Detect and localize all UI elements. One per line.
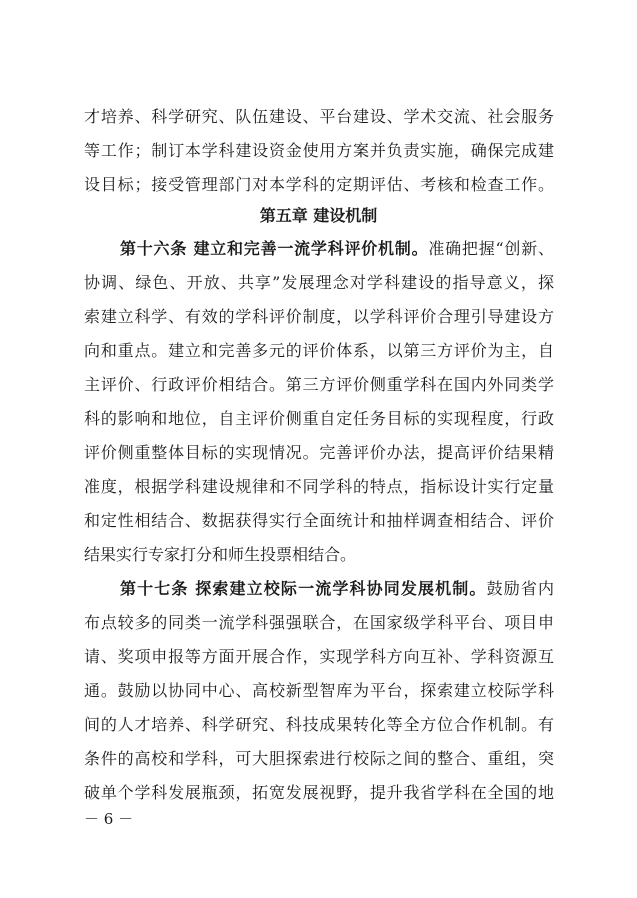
body-text-line: 才培养、科学研究、队伍建设、平台建设、学术交流、社会服务 xyxy=(84,107,554,126)
article-17-first-text: 鼓励省内 xyxy=(486,579,554,598)
body-text-line: 科的影响和地位，自主评价侧重自定任务目标的实现程度，行政 xyxy=(84,409,554,428)
article-16-first-text: 准确把握“创新、 xyxy=(428,239,554,258)
body-text-line: 请、奖项申报等方面开展合作，实现学科方向互补、学科资源互 xyxy=(84,647,554,666)
body-text-line: 破单个学科发展瓶颈，拓宽发展视野，提升我省学科在全国的地 xyxy=(84,783,554,802)
body-text-line: 布点较多的同类一流学科强强联合，在国家级学科平台、项目申 xyxy=(84,613,554,632)
body-text-line: 评价侧重整体目标的实现情况。完善评价办法，提高评价结果精 xyxy=(84,443,554,462)
body-text-line: 设目标；接受管理部门对本学科的定期评估、考核和检查工作。 xyxy=(84,175,554,194)
body-text-line: 索建立科学、有效的学科评价制度，以学科评价合理引导建设方 xyxy=(84,307,554,326)
body-text-line: 等工作；制订本学科建设资金使用方案并负责实施，确保完成建 xyxy=(84,141,554,160)
page-number: － 6 － xyxy=(84,810,134,828)
body-text-line: 协调、绿色、开放、共享”发展理念对学科建设的指导意义，探 xyxy=(84,273,554,292)
chapter-heading: 第五章 建设机制 xyxy=(259,206,378,225)
body-text-line: 和定性相结合、数据获得实行全面统计和抽样调查相结合、评价 xyxy=(84,511,554,530)
body-text-line: 通。鼓励以协同中心、高校新型智库为平台，探索建立校际学科 xyxy=(84,681,554,700)
article-17-first-line xyxy=(120,579,554,599)
article-16-title: 第十六条 建立和完善一流学科评价机制。 xyxy=(120,239,429,258)
body-text-line: 主评价、行政评价相结合。第三方评价侧重学科在国内外同类学 xyxy=(84,375,554,394)
body-text-line: 向和重点。建立和完善多元的评价体系，以第三方评价为主，自 xyxy=(84,341,554,360)
article-16-first-line xyxy=(120,239,554,259)
body-text-line: 间的人才培养、科学研究、科技成果转化等全方位合作机制。有 xyxy=(84,715,554,734)
article-17-title: 第十七条 探索建立校际一流学科协同发展机制。 xyxy=(120,579,487,598)
body-text-line: 条件的高校和学科，可大胆探索进行校际之间的整合、重组，突 xyxy=(84,749,554,768)
body-text-line: 准度，根据学科建设规律和不同学科的特点，指标设计实行定量 xyxy=(84,477,554,496)
body-text-line: 结果实行专家打分和师生投票相结合。 xyxy=(84,545,357,564)
